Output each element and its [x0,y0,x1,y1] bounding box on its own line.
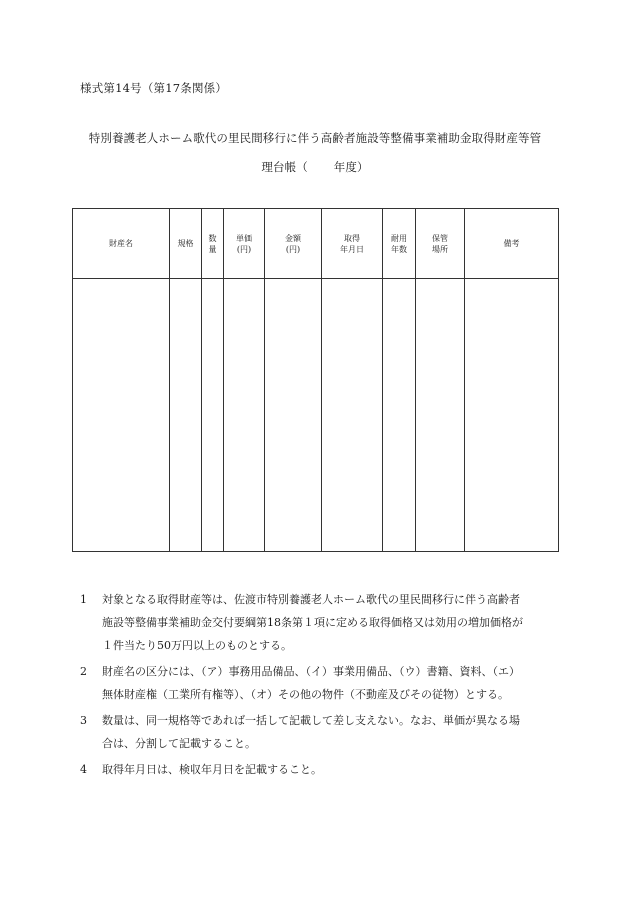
note-item [80,758,560,781]
notes-list [80,588,560,784]
header-remarks: 備考 [465,209,559,279]
note-item [80,588,560,657]
note-text: 財産名の区分には、（ア）事務用品備品、（イ）事業用備品、（ウ）書籍、資料、（エ） 無体財産権（工業所有権等）、（オ）その他の物件（不動産及びその従物）とする。 [102,665,520,701]
header-storage-location: 保管 場所 [416,209,465,279]
note-item [80,660,560,706]
table-body-row [73,279,559,552]
header-useful-life: 耐用 年数 [383,209,416,279]
cell-useful-life[interactable] [383,279,416,552]
note-text: 数量は、同一規格等であれば一括して記載して差し支えない。なお、単価が異なる場 合は、分割して記載すること。 [102,714,520,750]
title-suffix: 年度） [333,160,369,174]
cell-quantity[interactable] [202,279,224,552]
note-number: 3 [80,714,87,727]
note-text: 取得年月日は、検収年月日を記載すること。 [102,763,322,776]
cell-asset-name[interactable] [73,279,170,552]
cell-specification[interactable] [170,279,202,552]
note-item [80,709,560,755]
cell-unit-price[interactable] [224,279,265,552]
cell-acquisition-date[interactable] [322,279,383,552]
document-title-line-2 [0,159,630,175]
title-prefix: 理台帳（ [261,160,308,174]
table-header-row [73,209,559,279]
asset-ledger-table [72,208,559,552]
cell-remarks[interactable] [465,279,559,552]
document-title-line-1: 特別養護老人ホーム歌代の里民間移行に伴う高齢者施設等整備事業補助金取得財産等管 [88,131,542,145]
header-unit-price: 単価 (円) [224,209,265,279]
note-text: 対象となる取得財産等は、佐渡市特別養護老人ホーム歌代の里民間移行に伴う高齢者 施設等整備事業補助金交付要綱第18条第１項に定める取得価格又は効用の増加価格が １件当たり50万円以上のものとする。 [102,593,523,652]
cell-storage-location[interactable] [416,279,465,552]
header-acquisition-date: 取得 年月日 [322,209,383,279]
header-quantity: 数 量 [202,209,224,279]
form-number: 様式第14号（第17条関係） [80,81,228,95]
header-amount: 金額 (円) [265,209,322,279]
cell-amount[interactable] [265,279,322,552]
note-number: 2 [80,665,87,678]
header-specification: 規格 [170,209,202,279]
note-number: 4 [80,763,87,776]
header-asset-name: 財産名 [73,209,170,279]
note-number: 1 [80,593,87,606]
